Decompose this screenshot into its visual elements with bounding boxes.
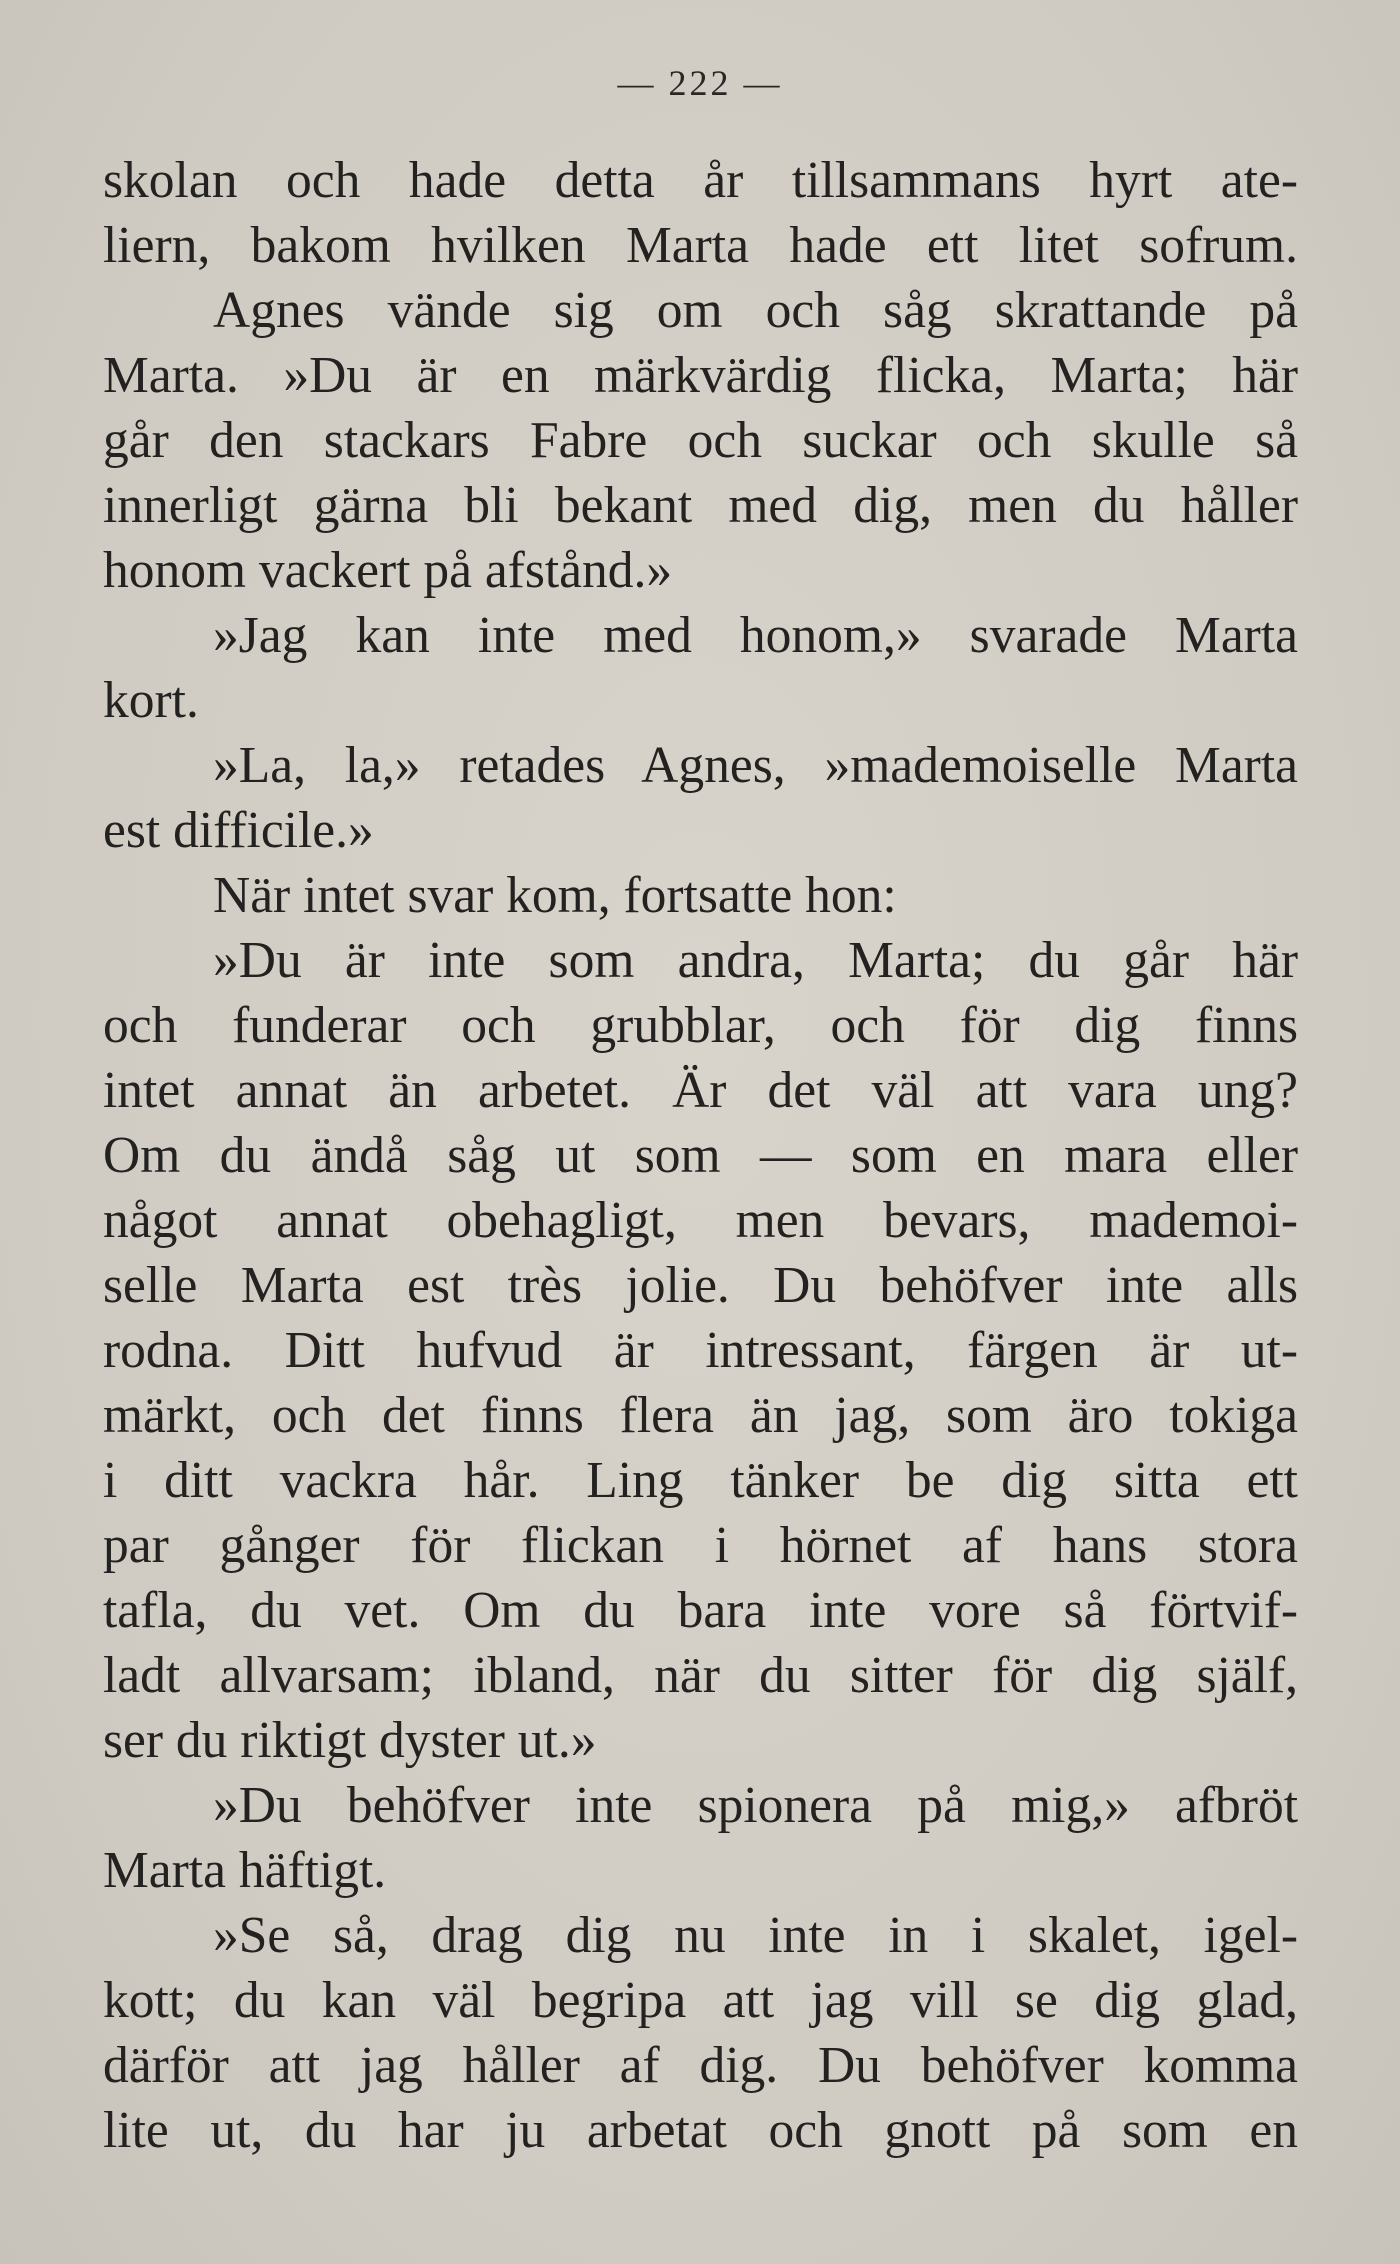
text-line: honom vackert på afstånd.» <box>103 542 673 599</box>
text-line: därför att jag håller af dig. Du behöfver komma <box>103 2037 1298 2094</box>
text-line: något annat obehagligt, men bevars, mademoi- <box>103 1192 1298 1249</box>
text-line: ladt allvarsam; ibland, när du sitter för dig själf, <box>103 1647 1298 1704</box>
text-line: När intet svar kom, fortsatte hon: <box>213 867 897 924</box>
text-line: »Du behöfver inte spionera på mig,» afbröt <box>213 1777 1298 1834</box>
text-line: kort. <box>103 672 199 729</box>
text-line: innerligt gärna bli bekant med dig, men du håller <box>103 477 1298 534</box>
text-line: »Du är inte som andra, Marta; du går här <box>213 932 1298 989</box>
text-line: lite ut, du har ju arbetat och gnott på som en <box>103 2102 1298 2159</box>
text-line: intet annat än arbetet. Är det väl att vara ung? <box>103 1062 1298 1119</box>
text-line: »Jag kan inte med honom,» svarade Marta <box>213 607 1298 664</box>
text-line: selle Marta est très jolie. Du behöfver inte alls <box>103 1257 1298 1314</box>
text-line: ser du riktigt dyster ut.» <box>103 1712 597 1769</box>
body-text <box>103 148 1298 2163</box>
text-line: »Se så, drag dig nu inte in i skalet, igel- <box>213 1907 1298 1964</box>
text-line: går den stackars Fabre och suckar och skulle så <box>103 412 1298 469</box>
text-line: i ditt vackra hår. Ling tänker be dig sitta ett <box>103 1452 1298 1509</box>
text-line: est difficile.» <box>103 802 374 859</box>
text-line: Agnes vände sig om och såg skrattande på <box>213 282 1298 339</box>
text-line: par gånger för flickan i hörnet af hans stora <box>103 1517 1298 1574</box>
text-line: kott; du kan väl begripa att jag vill se dig glad, <box>103 1972 1298 2029</box>
text-line: och funderar och grubblar, och för dig finns <box>103 997 1298 1054</box>
text-line: Om du ändå såg ut som — som en mara eller <box>103 1127 1298 1184</box>
text-line: märkt, och det finns flera än jag, som äro tokiga <box>103 1387 1298 1444</box>
text-line: rodna. Ditt hufvud är intressant, färgen är ut- <box>103 1322 1298 1379</box>
text-line: »La, la,» retades Agnes, »mademoiselle Marta <box>213 737 1298 794</box>
text-line: Marta häftigt. <box>103 1842 387 1899</box>
page-number: — 222 — <box>617 63 783 103</box>
text-line: tafla, du vet. Om du bara inte vore så förtvif- <box>103 1582 1298 1639</box>
text-line: Marta. »Du är en märkvärdig flicka, Marta; här <box>103 347 1298 404</box>
text-line: skolan och hade detta år tillsammans hyrt ate- <box>103 152 1298 209</box>
text-line: liern, bakom hvilken Marta hade ett litet sofrum. <box>103 217 1298 274</box>
